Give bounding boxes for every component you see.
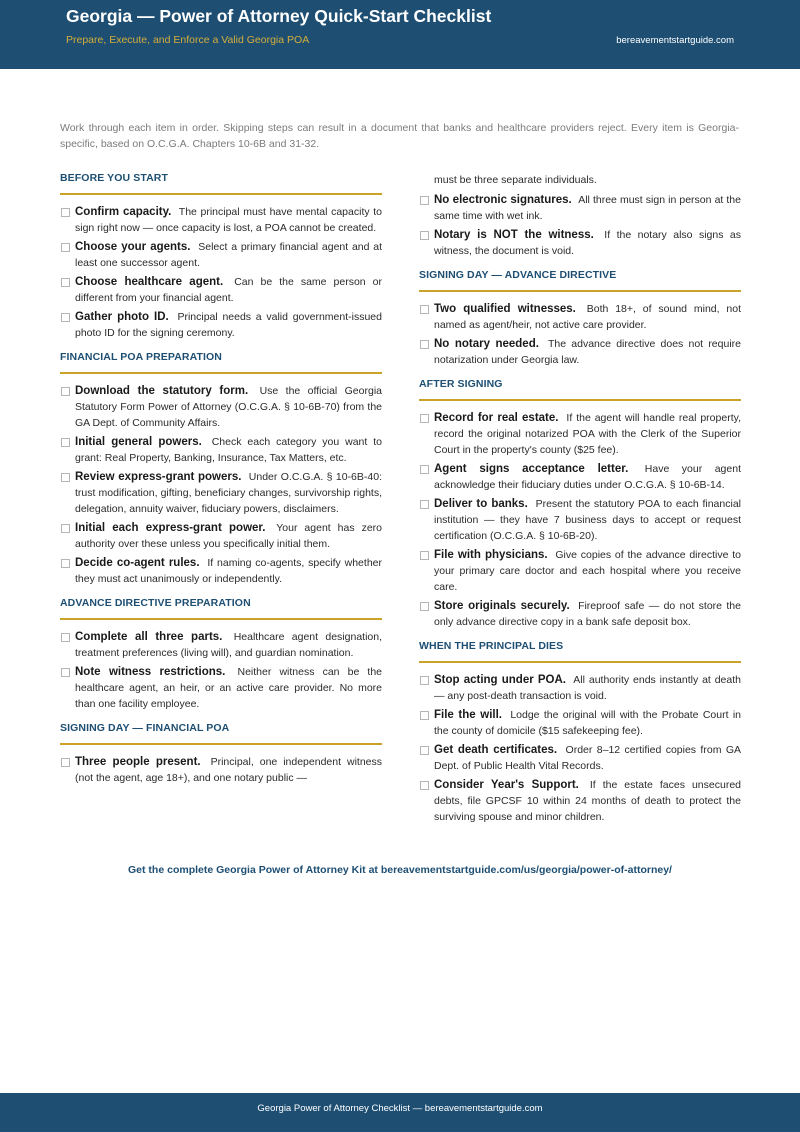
checklist-item	[60, 274, 382, 306]
item-lead: Consider Year's Support.	[434, 779, 579, 791]
item-lead: Initial general powers.	[75, 436, 202, 448]
item-text: Healthcare agent designation, treatment preferences (living will), and guardian nomination.	[75, 631, 382, 659]
checklist-item	[419, 672, 741, 704]
checklist-item	[419, 777, 741, 825]
checkbox[interactable]	[420, 196, 429, 205]
checklist-section	[60, 351, 382, 587]
item-text: If the estate faces unsecured debts, file GPCSF 10 within 24 months of death to protect the surviving spouse and minor children.	[434, 779, 741, 823]
footer-text: Georgia Power of Attorney Checklist — bereavementstartguide.com	[257, 1103, 543, 1114]
checkbox[interactable]	[61, 278, 70, 287]
item-lead: Note witness restrictions.	[75, 666, 226, 678]
checklist-section	[60, 172, 382, 341]
section-title: AFTER SIGNING	[419, 378, 741, 401]
checklist-item	[419, 192, 741, 224]
checkbox[interactable]	[61, 559, 70, 568]
item-lead: Notary is NOT the witness.	[434, 229, 594, 241]
item-lead: File the will.	[434, 709, 502, 721]
item-lead: Three people present.	[75, 756, 201, 768]
checkbox[interactable]	[420, 711, 429, 720]
checklist-section	[419, 192, 741, 259]
item-lead: Download the statutory form.	[75, 385, 249, 397]
item-text: If the agent will handle real property, record the original notarized POA with the Clerk of the Superior Court in the property's county ($25 fee).	[434, 412, 741, 456]
checklist-item	[60, 520, 382, 552]
item-text: Principal needs a valid government-issued photo ID for the signing ceremony.	[75, 311, 382, 339]
item-text: Order 8–12 certified copies from GA Dept. of Public Health Vital Records.	[434, 744, 742, 772]
item-text: Your agent has zero authority over these unless you specifically initial them.	[75, 522, 382, 550]
item-lead: No notary needed.	[434, 338, 539, 350]
item-text: The principal must have mental capacity to sign right now — once capacity is lost, a POA cannot be created.	[75, 206, 382, 234]
checklist-item	[60, 754, 382, 786]
checklist-item	[60, 469, 382, 517]
item-text: Both 18+, of sound mind, not named as agent/heir, not active care provider.	[434, 303, 741, 331]
checklist-item	[419, 742, 741, 774]
item-lead: Agent signs acceptance letter.	[434, 463, 629, 475]
checklist-item	[419, 336, 741, 368]
item-text: Principal, one independent witness (not the agent, age 18+), and one notary public —	[75, 756, 382, 784]
item-lead: Record for real estate.	[434, 412, 559, 424]
item-lead: Decide co-agent rules.	[75, 557, 200, 569]
page-title: Georgia — Power of Attorney Quick-Start Checklist	[66, 6, 492, 26]
item-text: Under O.C.G.A. § 10-6B-40: trust modification, gifting, beneficiary changes, survivorship rights, delegation, annuity waiver, fiduciary powers, disclaimers.	[75, 471, 382, 515]
checkbox[interactable]	[61, 387, 70, 396]
checklist-item	[419, 461, 741, 493]
page-header	[0, 0, 800, 69]
section-title: FINANCIAL POA PREPARATION	[60, 351, 382, 374]
checklist-item	[60, 309, 382, 341]
checklist-item	[419, 227, 741, 259]
checklist-item	[60, 629, 382, 661]
checkbox[interactable]	[420, 414, 429, 423]
checkbox[interactable]	[420, 781, 429, 790]
item-lead: Review express-grant powers.	[75, 471, 242, 483]
continued-text: must be three separate individuals.	[434, 174, 597, 186]
item-text: Use the official Georgia Statutory Form Power of Attorney (O.C.G.A. § 10-6B-70) from the GA Dept. of Community Affairs.	[75, 385, 382, 429]
item-lead: Stop acting under POA.	[434, 674, 566, 686]
checklist-section	[419, 640, 741, 825]
checkbox[interactable]	[61, 668, 70, 677]
checklist-item	[419, 496, 741, 544]
checkbox[interactable]	[420, 746, 429, 755]
checklist-item	[60, 664, 382, 712]
item-lead: Two qualified witnesses.	[434, 303, 576, 315]
intro-paragraph: Work through each item in order. Skipping steps can result in a document that banks and healthcare providers reject. Every item is Georgia-specific, based on O.C.G.A. Chapters 10-6B and 31-32.	[60, 122, 739, 150]
checklist-item	[60, 555, 382, 587]
checkbox[interactable]	[420, 602, 429, 611]
checkbox[interactable]	[420, 231, 429, 240]
section-title: ADVANCE DIRECTIVE PREPARATION	[60, 597, 382, 620]
checkbox[interactable]	[420, 340, 429, 349]
checkbox[interactable]	[420, 551, 429, 560]
item-text: Neither witness can be the healthcare agent, an heir, or an active care provider. No more than one facility employee.	[75, 666, 383, 710]
checkbox[interactable]	[61, 473, 70, 482]
item-text: Present the statutory POA to each financial institution — they have 7 business days to accept or request certification (O.C.G.A. § 10-6B-20).	[434, 498, 741, 542]
checklist-section	[60, 722, 382, 786]
item-lead: Deliver to banks.	[434, 498, 528, 510]
item-lead: Choose your agents.	[75, 241, 191, 253]
section-title: WHEN THE PRINCIPAL DIES	[419, 640, 741, 663]
checklist-item	[419, 410, 741, 458]
checkbox[interactable]	[61, 633, 70, 642]
checklist-item	[419, 707, 741, 739]
item-text: Fireproof safe — do not store the only advance directive copy in a bank safe deposit box.	[434, 600, 741, 628]
header-site-link[interactable]: bereavementstartguide.com	[616, 35, 734, 46]
checklist-item	[60, 239, 382, 271]
checkbox[interactable]	[420, 500, 429, 509]
checklist-item	[60, 204, 382, 236]
checklist-item	[419, 598, 741, 630]
left-column	[60, 172, 382, 796]
item-lead: Choose healthcare agent.	[75, 276, 224, 288]
item-lead: Gather photo ID.	[75, 311, 169, 323]
section-title: BEFORE YOU START	[60, 172, 382, 195]
item-lead: Confirm capacity.	[75, 206, 172, 218]
section-title: SIGNING DAY — FINANCIAL POA	[60, 722, 382, 745]
item-text: All three must sign in person at the same time with wet ink.	[434, 194, 741, 222]
item-lead: Complete all three parts.	[75, 631, 223, 643]
checklist-section	[419, 269, 741, 368]
item-text: The advance directive does not require notarization under Georgia law.	[434, 338, 741, 366]
checkbox[interactable]	[61, 313, 70, 322]
page-footer	[0, 1093, 800, 1132]
item-text: If the notary also signs as witness, the document is void.	[434, 229, 741, 257]
kit-link[interactable]: Get the complete Georgia Power of Attorney Kit at bereavementstartguide.com/us/georgia/power-of-attorney/	[128, 864, 672, 876]
checkbox[interactable]	[61, 243, 70, 252]
item-text: Check each category you want to grant: Real Property, Banking, Insurance, Tax Matters, etc.	[75, 436, 382, 464]
item-lead: File with physicians.	[434, 549, 548, 561]
section-title: SIGNING DAY — ADVANCE DIRECTIVE	[419, 269, 741, 292]
checklist-item	[419, 301, 741, 333]
checklist-item	[60, 383, 382, 431]
item-text: Have your agent acknowledge their fiduciary duties under O.C.G.A. § 10-6B-14.	[434, 463, 741, 491]
item-text: All authority ends instantly at death — any post-death transaction is void.	[434, 674, 741, 702]
item-lead: Get death certificates.	[434, 744, 558, 756]
item-text: Select a primary financial agent and at least one successor agent.	[75, 241, 382, 269]
checkbox[interactable]	[61, 524, 70, 533]
item-lead: Store originals securely.	[434, 600, 570, 612]
checklist-item	[60, 434, 382, 466]
item-lead: No electronic signatures.	[434, 194, 572, 206]
checkbox[interactable]	[61, 438, 70, 447]
checkbox[interactable]	[61, 758, 70, 767]
item-text: Can be the same person or different from your financial agent.	[75, 276, 382, 304]
checkbox[interactable]	[420, 465, 429, 474]
checklist-section	[60, 597, 382, 712]
right-column	[419, 172, 741, 835]
page-subtitle: Prepare, Execute, and Enforce a Valid Georgia POA	[66, 34, 310, 46]
item-text: If naming co-agents, specify whether they must act unanimously or independently.	[75, 557, 382, 585]
item-text: Lodge the original will with the Probate Court in the county of domicile ($15 safekeeping fee).	[434, 709, 741, 737]
checkbox[interactable]	[61, 208, 70, 217]
checklist-section	[419, 378, 741, 630]
checklist-item	[419, 547, 741, 595]
checkbox[interactable]	[420, 676, 429, 685]
checkbox[interactable]	[420, 305, 429, 314]
item-text: Give copies of the advance directive to your primary care doctor and each hospital where you receive care.	[434, 549, 741, 593]
item-lead: Initial each express-grant power.	[75, 522, 266, 534]
